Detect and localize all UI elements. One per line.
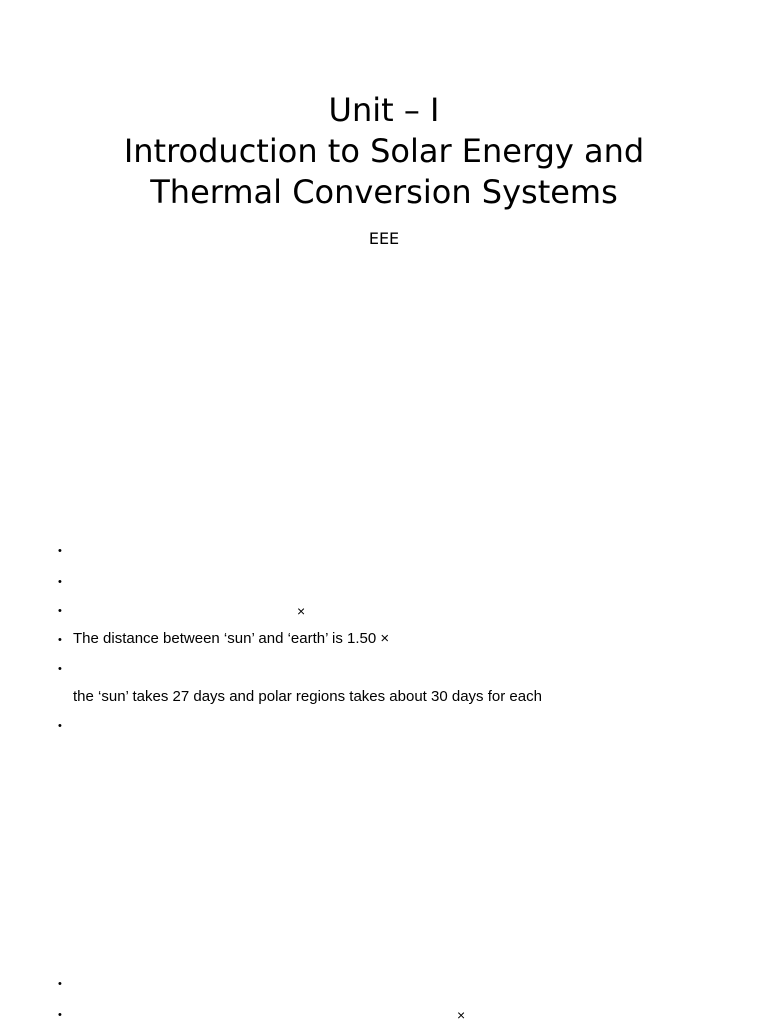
bullet-marker: • <box>58 720 62 732</box>
bullet-marker: • <box>58 605 62 617</box>
bullet-marker: • <box>58 663 62 675</box>
slide-title <box>0 90 768 213</box>
bullet-marker: • <box>58 545 62 557</box>
title-line-topic: Introduction to Solar Energy and <box>123 132 645 170</box>
distance-sun-earth-text: The distance between ‘sun’ and ‘earth’ is 1.50 × <box>73 630 390 647</box>
bullet-marker: • <box>58 634 62 646</box>
bullet-marker: • <box>58 576 62 588</box>
title-line-unit: Unit – I <box>328 91 440 129</box>
sun-rotation-text: the ‘sun’ takes 27 days and polar regions takes about 30 days for each <box>73 688 542 705</box>
times-sign: × <box>297 603 306 619</box>
title-line-topic-continued: Thermal Conversion Systems <box>150 173 618 211</box>
slide-subtitle: EEE <box>368 229 400 248</box>
times-sign: × <box>457 1007 466 1023</box>
bullet-marker: • <box>58 978 62 990</box>
bullet-marker: • <box>58 1009 62 1021</box>
